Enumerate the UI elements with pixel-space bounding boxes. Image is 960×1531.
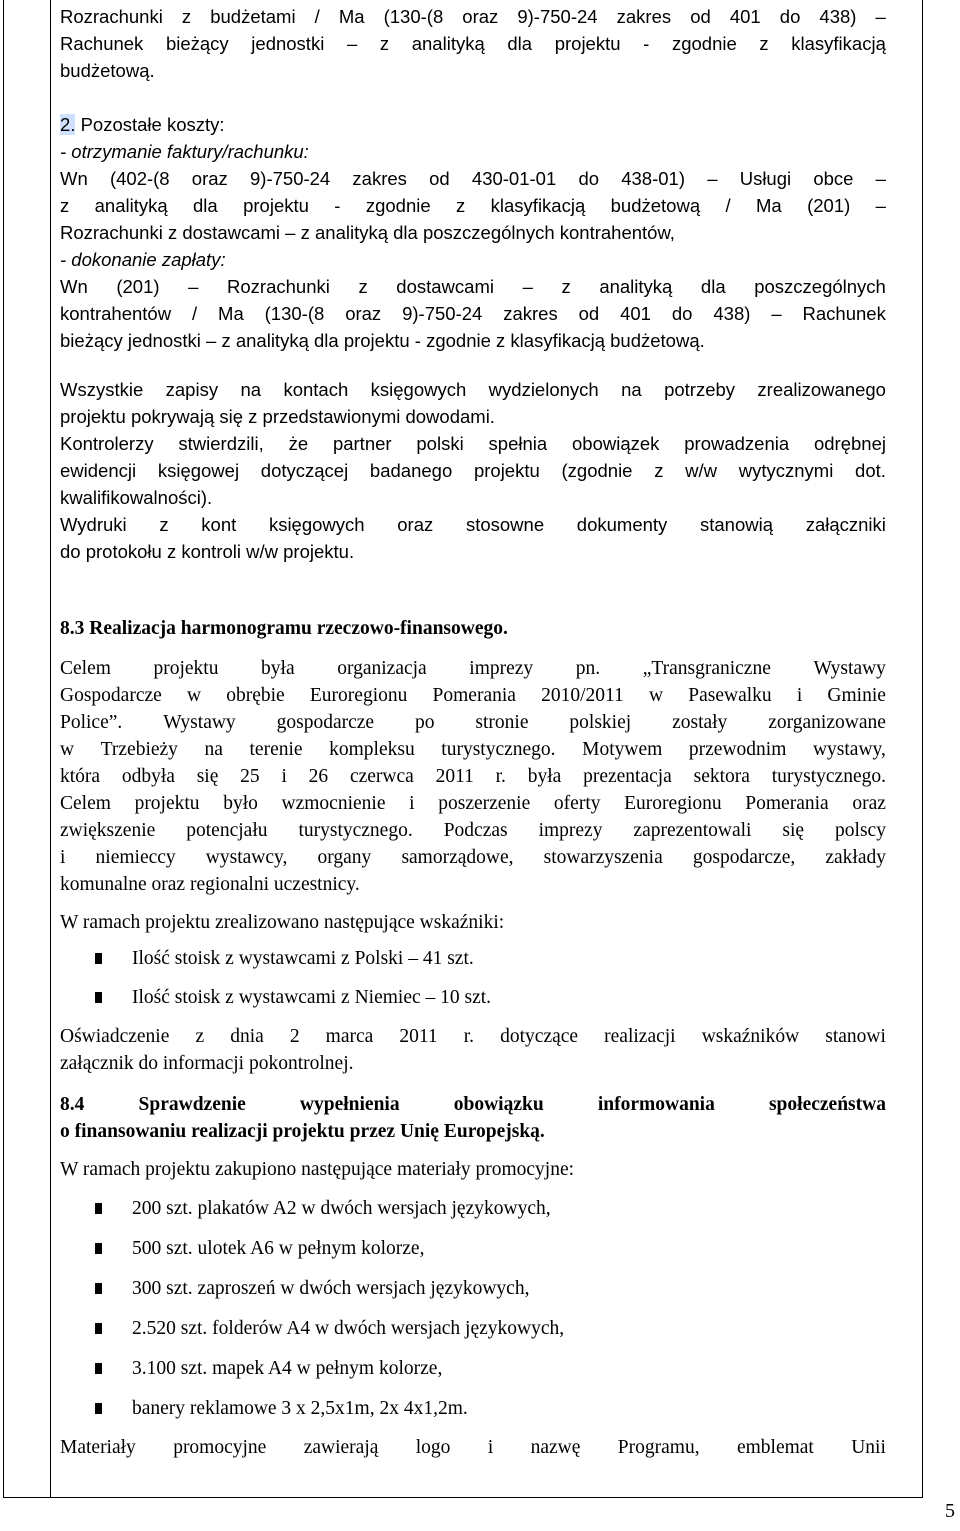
word: organy bbox=[317, 847, 372, 868]
word: – bbox=[875, 195, 886, 216]
word: Pomerania bbox=[745, 793, 829, 814]
word: Wystawy bbox=[813, 658, 886, 679]
list-item bbox=[60, 1395, 886, 1422]
word: turystycznego. bbox=[771, 766, 886, 787]
word: z bbox=[379, 33, 390, 54]
word: stowarzyszenia bbox=[543, 847, 663, 868]
table-bottom-border bbox=[3, 1497, 923, 1498]
word: była bbox=[527, 766, 562, 787]
invoice-label: - otrzymanie faktury/rachunku: bbox=[60, 141, 309, 162]
word: (130-(8 bbox=[383, 6, 444, 27]
word: spełnia bbox=[488, 433, 548, 454]
list-item bbox=[60, 1355, 886, 1382]
word: wydzielonych bbox=[488, 379, 599, 400]
word: potrzeby bbox=[664, 379, 736, 400]
text-line bbox=[60, 682, 886, 709]
word: Ma bbox=[756, 195, 782, 216]
word: potencjału bbox=[186, 820, 268, 841]
text-line bbox=[60, 763, 886, 790]
word: obowiązek bbox=[572, 433, 660, 454]
word: r. bbox=[463, 1026, 475, 1047]
word: wystawy, bbox=[812, 739, 886, 760]
text-line bbox=[60, 844, 886, 871]
word: prezentacja bbox=[583, 766, 672, 787]
word: 9)-750-24 bbox=[402, 303, 483, 324]
word: dotyczącej bbox=[260, 460, 349, 481]
text-line: budżetową. bbox=[60, 60, 155, 81]
word: Motywem bbox=[582, 739, 663, 760]
text-line bbox=[60, 300, 886, 327]
word: gospodarcze, bbox=[692, 847, 796, 868]
word: było bbox=[223, 793, 258, 814]
records-summary-block bbox=[60, 376, 886, 565]
word: 401 bbox=[729, 6, 761, 27]
word: „Transgraniczne bbox=[642, 658, 771, 679]
word: imprezy bbox=[538, 820, 603, 841]
word: zostały bbox=[672, 712, 728, 733]
word: – bbox=[771, 303, 782, 324]
word: w/w bbox=[685, 460, 718, 481]
table-column-divider bbox=[50, 0, 51, 1498]
word: zakres bbox=[616, 6, 672, 27]
text-line: komunalne oraz regionalni uczestnicy. bbox=[60, 874, 360, 895]
word: projektu bbox=[134, 793, 200, 814]
word: stanowi bbox=[825, 1026, 886, 1047]
text-line bbox=[60, 1434, 886, 1461]
word: klasyfikacją bbox=[791, 33, 886, 54]
word: 438) bbox=[819, 6, 857, 27]
list-item bbox=[60, 945, 886, 972]
word: samorządowe, bbox=[401, 847, 514, 868]
word: budżetową bbox=[610, 195, 701, 216]
word: Gminie bbox=[827, 685, 886, 706]
word: Wydruki bbox=[60, 514, 127, 535]
list-item bbox=[60, 984, 886, 1011]
word: Materiały bbox=[60, 1437, 136, 1458]
list-item-text: 2.520 szt. folderów A4 w dwóch wersjach językowych, bbox=[132, 1318, 565, 1339]
word: z bbox=[181, 6, 192, 27]
word: księgowej bbox=[157, 460, 240, 481]
text-line bbox=[60, 376, 886, 403]
word: 9)-750-24 bbox=[517, 6, 598, 27]
word: w bbox=[60, 739, 75, 760]
word: analityką bbox=[411, 33, 485, 54]
list-item bbox=[60, 1275, 886, 1302]
word: - bbox=[643, 33, 650, 54]
word: Police”. bbox=[60, 712, 123, 733]
word: – bbox=[875, 168, 886, 189]
word: Wn bbox=[60, 168, 88, 189]
word: zgodnie bbox=[365, 195, 431, 216]
word: Wn bbox=[60, 276, 88, 297]
bullet-icon bbox=[95, 1283, 102, 1294]
word: imprezy bbox=[469, 658, 534, 679]
word: Ma bbox=[338, 6, 365, 27]
word: zorganizowane bbox=[768, 712, 886, 733]
word: Euroregionu bbox=[309, 685, 408, 706]
word: zwiększenie bbox=[60, 820, 156, 841]
word: pn. bbox=[575, 658, 601, 679]
other-costs-heading bbox=[60, 111, 886, 138]
word: obrębie bbox=[226, 685, 285, 706]
word: nazwę bbox=[530, 1437, 581, 1458]
section-8-4 bbox=[60, 1091, 886, 1461]
heading-number: 2. bbox=[60, 114, 76, 135]
word: polscy bbox=[835, 820, 886, 841]
text-line bbox=[60, 457, 886, 484]
word: na bbox=[240, 379, 262, 400]
word: projektu bbox=[473, 460, 540, 481]
word: zaprezentowali bbox=[633, 820, 752, 841]
word: z bbox=[759, 33, 769, 54]
word: wzmocnienie bbox=[281, 793, 386, 814]
list-item bbox=[60, 1195, 886, 1222]
word: się bbox=[196, 766, 219, 787]
table-left-border bbox=[3, 0, 4, 1498]
list-item-text: banery reklamowe 3 x 2,5x1m, 2x 4x1,2m. bbox=[132, 1398, 468, 1419]
word: zakłady bbox=[825, 847, 886, 868]
word: Wszystkie bbox=[60, 379, 144, 400]
indicators-intro: W ramach projektu zrealizowano następujące wskaźniki: bbox=[60, 912, 505, 933]
word: – bbox=[346, 33, 358, 54]
word: wypełnienia bbox=[299, 1094, 400, 1115]
word: odbyła bbox=[121, 766, 175, 787]
section-heading bbox=[60, 1091, 886, 1118]
word: księgowych bbox=[370, 379, 467, 400]
list-item bbox=[60, 1315, 886, 1342]
word: stwierdzili, bbox=[178, 433, 264, 454]
text-line bbox=[60, 655, 886, 682]
text-line bbox=[60, 30, 886, 57]
word: w bbox=[186, 685, 202, 706]
bullet-icon bbox=[95, 992, 102, 1003]
word: oraz bbox=[462, 6, 499, 27]
word: stosowne bbox=[465, 514, 545, 535]
text-line bbox=[60, 790, 886, 817]
word: – bbox=[707, 168, 718, 189]
word: Ma bbox=[218, 303, 244, 324]
word: dla bbox=[193, 195, 218, 216]
word: zakres bbox=[352, 168, 407, 189]
word: 2011 bbox=[435, 766, 474, 787]
word: się bbox=[782, 820, 805, 841]
word: wskaźników bbox=[701, 1026, 800, 1047]
text-line bbox=[60, 1023, 886, 1050]
word: turystycznego. bbox=[441, 739, 556, 760]
text-line: bieżący jednostki – z analityką dla projektu - zgodnie z klasyfikacją budżetową. bbox=[60, 330, 705, 351]
word: badanego bbox=[369, 460, 453, 481]
text-line bbox=[60, 430, 886, 457]
word: kompleksu bbox=[329, 739, 415, 760]
word: od bbox=[429, 168, 450, 189]
word: sektora bbox=[693, 766, 750, 787]
word: i bbox=[409, 793, 415, 814]
word: terenie bbox=[249, 739, 303, 760]
word: analityką bbox=[599, 276, 673, 297]
accounting-entry-end bbox=[60, 3, 886, 84]
word: / bbox=[314, 6, 320, 27]
word: Usługi bbox=[739, 168, 792, 189]
word: emblemat bbox=[736, 1437, 814, 1458]
word: Unii bbox=[851, 1437, 886, 1458]
word: / bbox=[725, 195, 731, 216]
word: dot. bbox=[855, 460, 886, 481]
word: 438-01) bbox=[621, 168, 685, 189]
word: przewodnim bbox=[688, 739, 787, 760]
word: stronie bbox=[475, 712, 529, 733]
word: Sprawdzenie bbox=[138, 1094, 246, 1115]
word: odrębnej bbox=[813, 433, 886, 454]
word: z bbox=[561, 276, 571, 297]
text-line: Rozrachunki z dostawcami – z analityką dla poszczególnych kontrahentów, bbox=[60, 222, 675, 243]
word: analityką bbox=[94, 195, 168, 216]
word: polskiej bbox=[569, 712, 632, 733]
word: 26 bbox=[308, 766, 329, 787]
word: ewidencji bbox=[60, 460, 137, 481]
word: (130-(8 bbox=[264, 303, 325, 324]
word: turystycznego. bbox=[298, 820, 413, 841]
word: Kontrolerzy bbox=[60, 433, 154, 454]
word: Celem bbox=[60, 658, 111, 679]
list-item-text: Ilość stoisk z wystawcami z Polski – 41 szt. bbox=[132, 948, 474, 969]
word: stanowią bbox=[699, 514, 773, 535]
word: zawierają bbox=[303, 1437, 379, 1458]
word: od bbox=[578, 303, 600, 324]
materials-intro: W ramach projektu zakupiono następujące materiały promocyjne: bbox=[60, 1159, 575, 1180]
word: kont bbox=[201, 514, 237, 535]
list-item bbox=[60, 1235, 886, 1262]
word: 430-01-01 bbox=[471, 168, 557, 189]
word: z bbox=[358, 276, 368, 297]
word: Gospodarcze bbox=[60, 685, 162, 706]
word: Oświadczenie bbox=[60, 1026, 170, 1047]
list-item-text: Ilość stoisk z wystawcami z Niemiec – 10 szt. bbox=[132, 987, 492, 1008]
word: (201) bbox=[116, 276, 160, 297]
word: oraz bbox=[191, 168, 228, 189]
list-item-text: 500 szt. ulotek A6 w pełnym kolorze, bbox=[132, 1238, 425, 1259]
word: (402-(8 bbox=[109, 168, 170, 189]
word: Rozrachunki bbox=[227, 276, 330, 297]
word: po bbox=[414, 712, 435, 733]
word: Rachunek bbox=[60, 33, 144, 54]
word: na bbox=[621, 379, 642, 400]
word: załączniki bbox=[805, 514, 886, 535]
word: od bbox=[690, 6, 711, 27]
word: z bbox=[60, 195, 70, 216]
word: do bbox=[578, 168, 600, 189]
word: promocyjne bbox=[173, 1437, 267, 1458]
page-number: 5 bbox=[945, 1500, 955, 1522]
word: - bbox=[334, 195, 341, 216]
word: była bbox=[261, 658, 295, 679]
word: Pasewalku bbox=[688, 685, 772, 706]
word: czerwca bbox=[349, 766, 414, 787]
word: 8.4 bbox=[60, 1094, 85, 1115]
word: dnia bbox=[230, 1026, 264, 1047]
bullet-icon bbox=[95, 1403, 102, 1414]
word: poszczególnych bbox=[754, 276, 886, 297]
text-line bbox=[60, 511, 886, 538]
word: jednostki bbox=[251, 33, 325, 54]
word: kontrahentów bbox=[60, 303, 172, 324]
word: wytycznymi bbox=[738, 460, 834, 481]
word: 401 bbox=[620, 303, 651, 324]
word: księgowych bbox=[268, 514, 365, 535]
word: że bbox=[288, 433, 309, 454]
word: Pomerania bbox=[432, 685, 516, 706]
word: – bbox=[188, 276, 199, 297]
word: obce bbox=[813, 168, 854, 189]
word: gospodarcze bbox=[276, 712, 375, 733]
word: (201) bbox=[807, 195, 851, 216]
word: na bbox=[204, 739, 223, 760]
word: poszerzenie bbox=[438, 793, 531, 814]
word: logo bbox=[415, 1437, 451, 1458]
word: z bbox=[159, 514, 169, 535]
list-item-text: 3.100 szt. mapek A4 w pełnym kolorze, bbox=[132, 1358, 443, 1379]
word: Rachunek bbox=[802, 303, 886, 324]
section-heading: 8.3 Realizacja harmonogramu rzeczowo-finansowego. bbox=[60, 618, 508, 639]
word: Rozrachunki bbox=[60, 6, 163, 27]
word: do bbox=[779, 6, 801, 27]
text-line bbox=[60, 273, 886, 300]
word: Programu, bbox=[617, 1437, 700, 1458]
text-line: załącznik do informacji pokontrolnej. bbox=[60, 1053, 354, 1074]
word: zakres bbox=[503, 303, 558, 324]
word: dokumenty bbox=[576, 514, 668, 535]
heading-text: Pozostałe koszty: bbox=[75, 114, 225, 135]
word: obowiązku bbox=[453, 1094, 544, 1115]
word: (zgodnie bbox=[561, 460, 633, 481]
word: oferty bbox=[553, 793, 601, 814]
word: partner bbox=[332, 433, 392, 454]
word: dla bbox=[507, 33, 533, 54]
word: która bbox=[60, 766, 101, 787]
text-line bbox=[60, 817, 886, 844]
word: oraz bbox=[397, 514, 434, 535]
word: organizacja bbox=[337, 658, 427, 679]
word: w bbox=[648, 685, 664, 706]
word: 25 bbox=[240, 766, 260, 787]
table-right-border bbox=[922, 0, 923, 1498]
word: projektu bbox=[554, 33, 621, 54]
word: prowadzenia bbox=[684, 433, 790, 454]
word: klasyfikacją bbox=[490, 195, 586, 216]
word: realizacji bbox=[604, 1026, 676, 1047]
word: zgodnie bbox=[671, 33, 737, 54]
word: polski bbox=[416, 433, 464, 454]
word: – bbox=[522, 276, 533, 297]
word: społeczeństwa bbox=[768, 1094, 886, 1115]
word: oraz bbox=[345, 303, 382, 324]
word: i bbox=[796, 685, 803, 706]
word: dla bbox=[700, 276, 726, 297]
text-line bbox=[60, 192, 886, 219]
word: z bbox=[195, 1026, 205, 1047]
word: informowania bbox=[597, 1094, 715, 1115]
text-line: projektu pokrywają się z przedstawionymi dowodami. bbox=[60, 406, 495, 427]
word: bieżący bbox=[165, 33, 229, 54]
bullet-icon bbox=[95, 953, 102, 964]
word: 9)-750-24 bbox=[250, 168, 331, 189]
other-costs-block bbox=[60, 111, 886, 354]
word: budżetami bbox=[210, 6, 296, 27]
section-heading: o finansowaniu realizacji projektu przez Unię Europejską. bbox=[60, 1121, 545, 1142]
text-line bbox=[60, 165, 886, 192]
list-item-text: 300 szt. zaproszeń w dwóch wersjach językowych, bbox=[132, 1278, 530, 1299]
word: dotyczące bbox=[500, 1026, 579, 1047]
word: zrealizowanego bbox=[757, 379, 886, 400]
text-line bbox=[60, 736, 886, 763]
word: oraz bbox=[852, 793, 886, 814]
word: projektu bbox=[243, 195, 309, 216]
word: zapisy bbox=[165, 379, 219, 400]
word: 2011 bbox=[399, 1026, 438, 1047]
word: projektu bbox=[153, 658, 219, 679]
document-cell bbox=[60, 0, 886, 1458]
word: marca bbox=[325, 1026, 374, 1047]
word: dostawcami bbox=[396, 276, 494, 297]
word: Celem bbox=[60, 793, 111, 814]
word: z bbox=[456, 195, 466, 216]
word: Trzebieży bbox=[100, 739, 178, 760]
word: – bbox=[875, 6, 886, 27]
bullet-icon bbox=[95, 1203, 102, 1214]
text-line: kwalifikowalności). bbox=[60, 487, 213, 508]
word: i bbox=[60, 847, 66, 868]
word: kontach bbox=[283, 379, 349, 400]
text-line: do protokołu z kontroli w/w projektu. bbox=[60, 541, 355, 562]
section-8-3 bbox=[60, 615, 886, 1077]
word: 2 bbox=[289, 1026, 300, 1047]
payment-label: - dokonanie zapłaty: bbox=[60, 249, 226, 270]
text-line bbox=[60, 3, 886, 30]
word: wystawcy, bbox=[205, 847, 288, 868]
bullet-icon bbox=[95, 1323, 102, 1334]
word: z bbox=[654, 460, 664, 481]
word: Wystawy bbox=[163, 712, 236, 733]
word: r. bbox=[495, 766, 506, 787]
bullet-icon bbox=[95, 1363, 102, 1374]
word: i bbox=[487, 1437, 494, 1458]
word: Euroregionu bbox=[624, 793, 722, 814]
word: 438) bbox=[713, 303, 751, 324]
word: / bbox=[191, 303, 198, 324]
word: 2010/2011 bbox=[541, 685, 624, 706]
list-item-text: 200 szt. plakatów A2 w dwóch wersjach językowych, bbox=[132, 1198, 551, 1219]
word: i bbox=[281, 766, 287, 787]
bullet-icon bbox=[95, 1243, 102, 1254]
text-line bbox=[60, 709, 886, 736]
word: niemieccy bbox=[95, 847, 176, 868]
word: do bbox=[671, 303, 693, 324]
word: Podczas bbox=[443, 820, 508, 841]
